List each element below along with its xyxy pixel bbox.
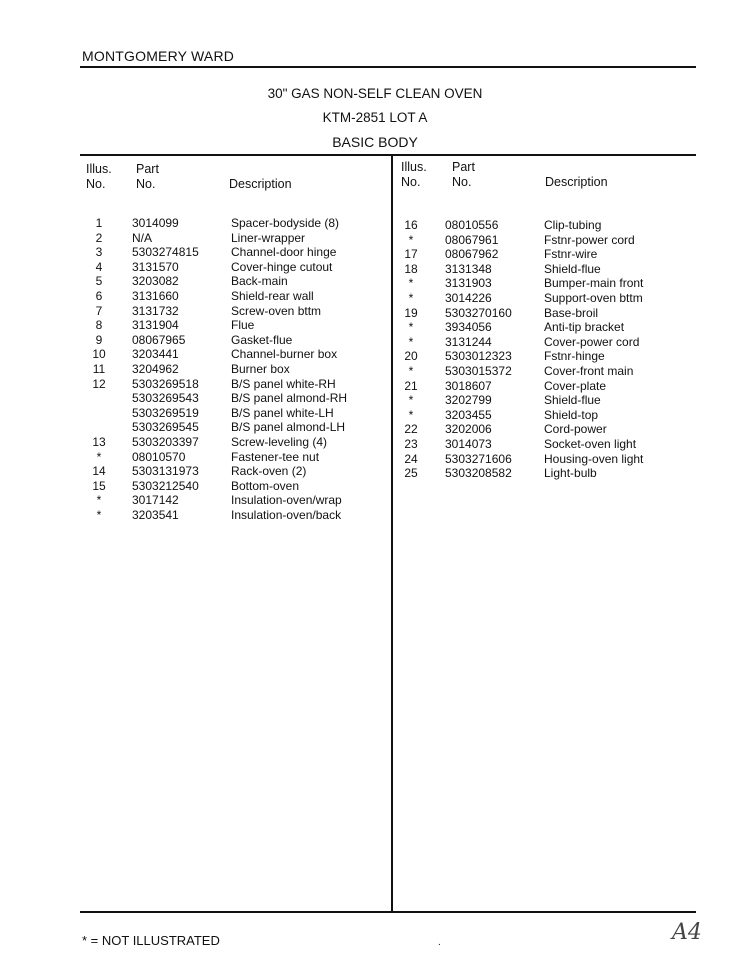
illus-number: 17: [404, 247, 418, 262]
table-bottom-rule: [80, 911, 696, 913]
part-row: [396, 320, 696, 335]
part-row: [396, 422, 696, 437]
illus-number: 18: [404, 261, 418, 276]
part-description: Shield-flue: [544, 261, 601, 276]
illus-number: *: [408, 276, 414, 291]
part-description: Support-oven bttm: [544, 291, 643, 305]
illus-number: 13: [92, 435, 106, 449]
part-number: 5303131973: [132, 464, 199, 479]
part-description: Light-bulb: [544, 466, 597, 481]
part-description: Shield-rear wall: [231, 289, 314, 303]
brand-name: MONTGOMERY WARD: [82, 48, 235, 64]
part-row: [84, 377, 384, 392]
illus-number: 19: [404, 305, 418, 320]
part-number: 5303269518: [132, 376, 199, 391]
illus-number: *: [408, 291, 414, 305]
part-number: 5303203397: [132, 435, 199, 449]
illus-number: 12: [92, 376, 106, 391]
illus-number: *: [408, 393, 414, 408]
part-row: [396, 452, 696, 467]
right-header-part: Part No.: [452, 160, 475, 189]
column-divider: [391, 154, 393, 912]
part-number: 5303212540: [132, 478, 199, 493]
left-header-illus: Illus. No.: [86, 162, 112, 191]
part-number: 3014099: [132, 216, 179, 230]
part-description: Anti-tip bracket: [544, 320, 625, 335]
part-description: Clip-tubing: [544, 218, 602, 232]
illus-number: 24: [404, 451, 418, 466]
part-number: 08010556: [445, 218, 499, 232]
part-number: 5303270160: [445, 305, 512, 320]
part-number: 5303208582: [445, 466, 512, 481]
illus-number: *: [408, 334, 414, 349]
part-row: [396, 291, 696, 306]
illus-number: 4: [95, 259, 103, 274]
illus-number: 22: [404, 422, 418, 437]
part-row: [84, 274, 384, 289]
title-line-2: KTM-2851 LOT A: [322, 110, 428, 125]
footnote-not-illustrated: * = NOT ILLUSTRATED: [82, 933, 220, 948]
part-description: Screw-oven bttm: [231, 303, 322, 318]
part-row: [84, 406, 384, 421]
illus-number: *: [408, 232, 414, 247]
part-number: 5303269519: [132, 405, 199, 420]
part-row: [84, 318, 384, 333]
part-description: Shield-flue: [544, 393, 601, 408]
part-description: Cover-power cord: [544, 334, 640, 349]
part-description: Insulation-oven/wrap: [231, 493, 342, 508]
illus-number: *: [408, 364, 414, 378]
part-number: 3203082: [132, 274, 179, 289]
illus-number: 21: [404, 378, 418, 393]
part-row: [84, 289, 384, 304]
part-number: 5303274815: [132, 245, 199, 260]
part-row: [84, 245, 384, 260]
part-row: [396, 233, 696, 248]
illus-number: 3: [95, 245, 103, 260]
part-row: [84, 435, 384, 450]
part-description: Insulation-oven/back: [231, 508, 342, 522]
part-description: Cover-hinge cutout: [231, 259, 333, 274]
part-description: Spacer-bodyside (8): [231, 216, 340, 230]
illus-number: *: [96, 493, 102, 508]
illus-number: 14: [92, 464, 106, 479]
part-row: [84, 391, 384, 406]
illus-number: 20: [404, 349, 418, 364]
illus-number: *: [96, 449, 102, 464]
part-row: [84, 493, 384, 508]
part-number: 3203441: [132, 347, 179, 362]
part-description: Back-main: [231, 274, 288, 289]
title-line-1: 30" GAS NON-SELF CLEAN OVEN: [267, 86, 483, 101]
part-description: Gasket-flue: [231, 332, 293, 347]
part-number: 3204962: [132, 362, 179, 376]
part-row: [84, 231, 384, 246]
illus-number: 15: [92, 478, 106, 493]
stray-mark: .: [438, 937, 441, 948]
illus-number: 9: [95, 332, 103, 347]
part-description: Screw-leveling (4): [231, 435, 328, 449]
illus-number: *: [96, 508, 102, 522]
part-number: 3014226: [445, 291, 492, 305]
illus-number: 8: [95, 318, 103, 333]
right-header-illus: Illus. No.: [401, 160, 427, 189]
part-row: [84, 362, 384, 377]
part-row: [84, 260, 384, 275]
part-number: 5303269545: [132, 420, 199, 435]
part-number: 3018607: [445, 378, 492, 393]
part-number: 08067961: [445, 232, 499, 247]
part-number: 08067965: [132, 332, 186, 347]
part-row: [396, 335, 696, 350]
part-number: 08067962: [445, 247, 499, 262]
part-row: [396, 306, 696, 321]
part-number: 3934056: [445, 320, 492, 335]
right-header-description: Description: [545, 175, 608, 189]
illus-number: 16: [404, 218, 418, 232]
part-description: B/S panel white-LH: [231, 405, 334, 420]
part-number: 08010570: [132, 449, 186, 464]
illus-number: *: [408, 407, 414, 422]
part-row: [396, 349, 696, 364]
part-number: 3131660: [132, 289, 179, 303]
part-description: B/S panel white-RH: [231, 376, 336, 391]
illus-number: 11: [92, 362, 106, 376]
part-row: [396, 364, 696, 379]
part-row: [84, 464, 384, 479]
part-row: [84, 420, 384, 435]
part-row: [84, 450, 384, 465]
part-description: Cord-power: [544, 422, 607, 437]
part-number: 3131904: [132, 318, 179, 333]
part-row: [396, 247, 696, 262]
part-number: 3131348: [445, 261, 492, 276]
part-description: Shield-top: [544, 407, 599, 422]
illus-number: 7: [95, 303, 103, 318]
part-number: 5303012323: [445, 349, 512, 364]
part-row: [84, 479, 384, 494]
part-row: [396, 218, 696, 233]
illus-number: 2: [95, 230, 103, 245]
part-description: Fstnr-hinge: [544, 349, 605, 364]
part-number: 5303269543: [132, 391, 199, 406]
part-description: Channel-burner box: [231, 347, 338, 362]
part-row: [396, 276, 696, 291]
left-header-description: Description: [229, 177, 292, 191]
part-row: [84, 508, 384, 523]
part-description: B/S panel almond-RH: [231, 391, 348, 406]
title-line-3: BASIC BODY: [332, 134, 418, 150]
part-description: Socket-oven light: [544, 437, 637, 451]
illus-number: 6: [95, 289, 103, 303]
part-row: [396, 262, 696, 277]
part-row: [396, 379, 696, 394]
illus-number: 1: [95, 216, 103, 230]
illus-number: 5: [95, 274, 103, 289]
part-number: 3203455: [445, 407, 492, 422]
part-description: Base-broil: [544, 305, 599, 320]
part-number: 3017142: [132, 493, 179, 508]
part-row: [84, 216, 384, 231]
part-row: [84, 304, 384, 319]
part-description: Fastener-tee nut: [231, 449, 320, 464]
part-description: Bumper-main front: [544, 276, 644, 291]
part-description: Rack-oven (2): [231, 464, 307, 479]
part-row: [84, 347, 384, 362]
part-description: Cover-front main: [544, 364, 634, 378]
illus-number: 10: [92, 347, 106, 362]
part-row: [84, 333, 384, 348]
illus-number: 25: [404, 466, 418, 481]
part-row: [396, 437, 696, 452]
part-number: 3131570: [132, 259, 179, 274]
table-top-rule: [80, 154, 696, 156]
part-description: Bottom-oven: [231, 478, 300, 493]
part-description: Flue: [231, 318, 255, 333]
part-number: 5303271606: [445, 451, 512, 466]
part-number: 5303015372: [445, 364, 512, 378]
part-description: Channel-door hinge: [231, 245, 337, 260]
part-number: 3131244: [445, 334, 492, 349]
part-description: Fstnr-wire: [544, 247, 598, 262]
illus-number: *: [408, 320, 414, 335]
part-number: 3203541: [132, 508, 179, 522]
left-header-part: Part No.: [136, 162, 159, 191]
part-number: 3202799: [445, 393, 492, 408]
part-description: Cover-plate: [544, 378, 607, 393]
part-number: N/A: [132, 230, 153, 245]
page-number: A4: [672, 920, 702, 945]
part-description: Burner box: [231, 362, 290, 376]
part-description: Liner-wrapper: [231, 230, 306, 245]
part-description: Fstnr-power cord: [544, 232, 635, 247]
part-description: Housing-oven light: [544, 451, 644, 466]
header-rule: [80, 66, 696, 68]
part-row: [396, 466, 696, 481]
part-number: 3014073: [445, 437, 492, 451]
part-row: [396, 408, 696, 423]
part-number: 3131732: [132, 303, 179, 318]
illus-number: 23: [404, 437, 418, 451]
part-number: 3131903: [445, 276, 492, 291]
part-description: B/S panel almond-LH: [231, 420, 346, 435]
part-number: 3202006: [445, 422, 492, 437]
part-row: [396, 393, 696, 408]
